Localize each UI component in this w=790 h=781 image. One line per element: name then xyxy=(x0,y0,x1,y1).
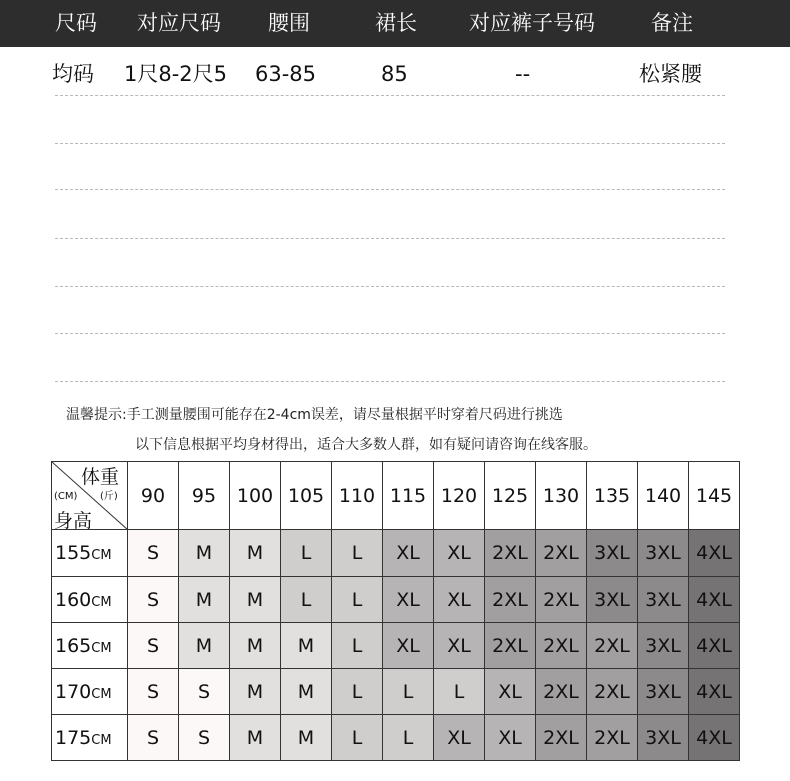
size-value: 均码 xyxy=(52,62,94,86)
size-cell: 2XL xyxy=(587,669,638,715)
col-note-header: 备注 xyxy=(651,11,693,35)
height-row-header xyxy=(52,577,128,623)
size-cell: 3XL xyxy=(638,623,689,669)
size-cell: M xyxy=(230,530,281,577)
weight-label: 体重 xyxy=(81,466,120,488)
size-cell: L xyxy=(332,623,383,669)
col-skirt-length-header: 裙长 xyxy=(375,11,417,35)
size-cell: L xyxy=(383,715,434,761)
weight-header-row xyxy=(52,462,740,530)
waist-value: 63-85 xyxy=(255,62,317,86)
weight-header-cell: 100 xyxy=(230,462,281,530)
size-cell: M xyxy=(179,623,230,669)
height-label: 身高 xyxy=(54,510,93,530)
note-value: 松紧腰 xyxy=(639,62,702,86)
dashed-divider xyxy=(55,143,725,144)
skirt-length-value: 85 xyxy=(381,62,408,86)
dashed-divider xyxy=(55,286,725,287)
size-cell: 2XL xyxy=(587,623,638,669)
size-cell: L xyxy=(434,669,485,715)
size-cell: M xyxy=(281,623,332,669)
size-cell: M xyxy=(230,715,281,761)
size-cell: XL xyxy=(383,623,434,669)
size-cell: 2XL xyxy=(587,715,638,761)
size-cell: M xyxy=(230,669,281,715)
size-cell: 4XL xyxy=(689,530,740,577)
height-row-header xyxy=(52,530,128,577)
weight-header-cell: 130 xyxy=(536,462,587,530)
height-value: 165 xyxy=(55,634,92,657)
size-cell: L xyxy=(332,577,383,623)
size-cell: XL xyxy=(434,715,485,761)
size-cell: 4XL xyxy=(689,623,740,669)
size-cell: 3XL xyxy=(638,577,689,623)
height-unit: CM xyxy=(91,594,112,610)
size-cell: 2XL xyxy=(536,623,587,669)
size-cell: L xyxy=(332,669,383,715)
table-row xyxy=(52,530,740,577)
header-bar xyxy=(0,0,790,47)
weight-header-cell: 110 xyxy=(332,462,383,530)
size-cell: 2XL xyxy=(536,577,587,623)
weight-header-cell: 125 xyxy=(485,462,536,530)
corresponding-size-value: 1尺8-2尺5 xyxy=(124,62,228,86)
size-cell: S xyxy=(128,577,179,623)
size-cell: 3XL xyxy=(638,530,689,577)
height-value: 175 xyxy=(55,726,92,749)
size-cell: XL xyxy=(383,577,434,623)
height-value: 170 xyxy=(55,680,92,703)
size-cell: 3XL xyxy=(587,577,638,623)
weight-header-cell: 145 xyxy=(689,462,740,530)
size-cell: L xyxy=(332,530,383,577)
height-unit: CM xyxy=(91,640,112,656)
size-cell: 4XL xyxy=(689,669,740,715)
height-value: 155 xyxy=(55,542,92,564)
col-waist-header: 腰围 xyxy=(268,11,310,35)
table-row xyxy=(52,715,740,761)
size-cell: 3XL xyxy=(638,669,689,715)
size-cell: XL xyxy=(485,669,536,715)
size-cell: M xyxy=(230,577,281,623)
weight-header-cell: 120 xyxy=(434,462,485,530)
size-cell: M xyxy=(281,669,332,715)
table-row xyxy=(52,669,740,715)
size-cell: S xyxy=(179,669,230,715)
dashed-divider xyxy=(55,95,725,96)
size-cell: M xyxy=(281,715,332,761)
height-row-header xyxy=(52,715,128,761)
size-cell: XL xyxy=(434,623,485,669)
size-cell: S xyxy=(179,715,230,761)
size-cell: 2XL xyxy=(485,530,536,577)
height-value: 160 xyxy=(55,588,92,611)
table-row xyxy=(52,577,740,623)
height-row-header xyxy=(52,669,128,715)
size-cell: 2XL xyxy=(536,530,587,577)
size-cell: L xyxy=(281,577,332,623)
size-cell: XL xyxy=(485,715,536,761)
dashed-divider xyxy=(55,381,725,382)
weight-header-cell: 140 xyxy=(638,462,689,530)
size-cell: XL xyxy=(434,530,485,577)
dashed-divider xyxy=(55,189,725,190)
col-pants-size-header: 对应裤子号码 xyxy=(469,11,595,35)
measurement-tip: 温馨提示:手工测量腰围可能存在2-4cm误差，请尽量根据平时穿着尺码进行挑选 xyxy=(66,407,563,423)
size-cell: 2XL xyxy=(536,669,587,715)
size-cell: S xyxy=(128,530,179,577)
size-cell: XL xyxy=(434,577,485,623)
size-cell: M xyxy=(179,577,230,623)
size-cell: L xyxy=(383,669,434,715)
size-cell: XL xyxy=(383,530,434,577)
size-cell: S xyxy=(128,715,179,761)
size-cell: 4XL xyxy=(689,715,740,761)
weight-header-cell: 105 xyxy=(281,462,332,530)
height-row-header xyxy=(52,623,128,669)
height-unit: CM xyxy=(91,548,112,563)
size-cell: 3XL xyxy=(638,715,689,761)
dashed-divider xyxy=(55,238,725,239)
size-cell: M xyxy=(179,530,230,577)
height-unit: CM xyxy=(91,686,112,702)
corner-header-cell xyxy=(52,462,128,530)
size-cell: L xyxy=(332,715,383,761)
dashed-divider xyxy=(55,333,725,334)
weight-unit-label: (斤) xyxy=(100,491,118,502)
table-row xyxy=(52,623,740,669)
size-cell: 4XL xyxy=(689,577,740,623)
size-cell: S xyxy=(128,669,179,715)
size-cell: 3XL xyxy=(587,530,638,577)
weight-header-cell: 95 xyxy=(179,462,230,530)
height-unit: CM xyxy=(91,732,112,748)
average-body-note: 以下信息根据平均身材得出，适合大多数人群，如有疑问请咨询在线客服。 xyxy=(135,437,597,453)
weight-header-cell: 90 xyxy=(128,462,179,530)
size-cell: L xyxy=(281,530,332,577)
size-cell: M xyxy=(230,623,281,669)
size-cell: S xyxy=(128,623,179,669)
col-corresponding-size-header: 对应尺码 xyxy=(137,11,221,35)
pants-size-value: -- xyxy=(515,62,531,86)
height-unit-label: (CM) xyxy=(54,491,78,502)
size-recommendation-table xyxy=(51,461,740,761)
weight-header-cell: 135 xyxy=(587,462,638,530)
size-cell: 2XL xyxy=(485,577,536,623)
col-size-header: 尺码 xyxy=(55,11,97,35)
size-cell: 2XL xyxy=(536,715,587,761)
weight-header-cell: 115 xyxy=(383,462,434,530)
size-cell: 2XL xyxy=(485,623,536,669)
